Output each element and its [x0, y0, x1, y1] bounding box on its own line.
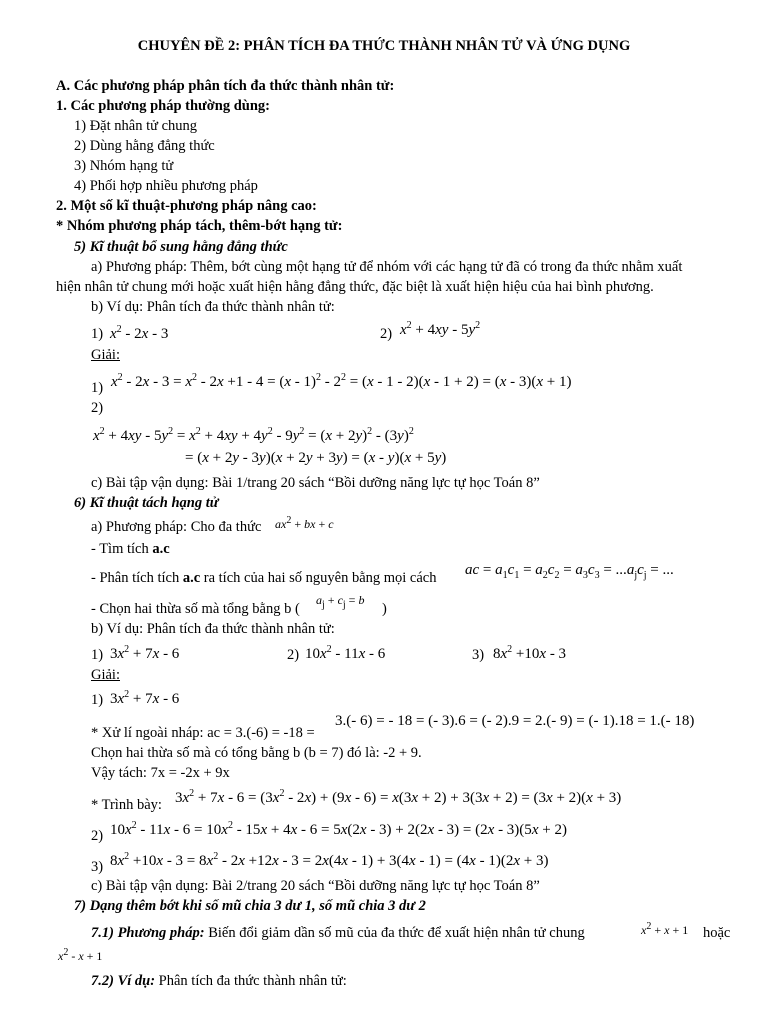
example-number: 1) — [91, 326, 104, 342]
solution-label: Giải: — [91, 347, 120, 363]
expression-6-3: $8x^2 +10x - 3$ — [493, 644, 567, 662]
expression-6-2: $10x^2 - 11x - 6$ — [305, 644, 386, 662]
or-word: hoặc — [703, 925, 731, 941]
presentation-6-1: $3x^2 + 7x - 6 = (3x^2 - 2x) + (9x - 6) = x(3x + 2) + 3(3x + 2) = (3x + 2)(x + 3)$ — [175, 788, 622, 806]
find-product: - Tìm tích a.c — [91, 541, 170, 557]
solution-5-2-line1: $x^2 + 4xy - 5y^2 = x^2 + 4xy + 4y^2 - 9y^2 = (x + 2y)^2 - (3y)^2$ — [93, 426, 414, 444]
page-title: CHUYÊN ĐỀ 2: PHÂN TÍCH ĐA THỨC THÀNH NHÂN TỬ VÀ ỨNG DỤNG — [137, 38, 631, 54]
technique-7-2-example: 7.2) Ví dụ: Phân tích đa thức thành nhân tử: — [91, 973, 347, 989]
technique-5-exercise: c) Bài tập vận dụng: Bài 1/trang 20 sách “Bồi dưỡng năng lực tự học Toán 8” — [91, 475, 540, 491]
choose-factors-close: ) — [382, 601, 387, 617]
choose-factors: - Chọn hai thừa số mà tổng bằng b ( — [91, 601, 300, 617]
method-item: 1) Đặt nhân tử chung — [74, 118, 198, 134]
sum-condition: $a_j + c_j = b$ — [316, 593, 365, 611]
draft-note: * Xử lí ngoài nháp: ac = 3.(-6) = -18 = — [91, 725, 315, 741]
common-factor-expression-2: $x^2 - x + 1$ — [58, 947, 103, 963]
solution-number: 1) — [91, 692, 104, 708]
method-item: 3) Nhóm hạng tử — [74, 158, 174, 174]
expression-5-1: $x^2 - 2x - 3$ — [110, 324, 169, 342]
section-a-heading: A. Các phương pháp phân tích đa thức thành nhân tử: — [56, 78, 395, 94]
factor-equation: ac = $a_1c_1 = a_2c_2 = a_3c_3 = ...a_jc_j$ = ... — [465, 562, 674, 581]
example-number: 2) — [287, 647, 300, 663]
technique-5-method-line2: hiện nhân tử chung mới hoặc xuất hiện hằng đẳng thức, đặc biệt là xuất hiện hiệu của hai bình phương. — [56, 279, 654, 295]
presentation-6-3: $8x^2 +10x - 3 = 8x^2 - 2x +12x - 3 = 2x(4x - 1) + 3(4x - 1) = (4x - 1)(2x + 3)$ — [110, 851, 549, 869]
technique-7-1-method: 7.1) Phương pháp: Biến đổi giảm dần số mũ của đa thức để xuất hiện nhân tử chung — [91, 925, 585, 941]
technique-6-example: b) Ví dụ: Phân tích đa thức thành nhân tử: — [91, 621, 335, 637]
solution-number: 3) — [91, 859, 104, 875]
expression-6-1-solution: $3x^2 + 7x - 6$ — [110, 689, 180, 707]
solution-number: 2) — [91, 400, 104, 416]
technique-5-method-line1: a) Phương pháp: Thêm, bớt cùng một hạng tử để nhóm với các hạng tử đã có trong đa thức nhằm xuất — [91, 259, 683, 275]
choose-pair: Chọn hai thừa số mà có tổng bằng b (b = 7) đó là: -2 + 9. — [91, 745, 422, 761]
method-item: 4) Phối hợp nhiều phương pháp — [74, 178, 258, 194]
section-1-heading: 1. Các phương pháp thường dùng: — [56, 98, 270, 114]
solution-number: 2) — [91, 828, 104, 844]
technique-6-method: a) Phương pháp: Cho đa thức — [91, 519, 262, 535]
expression-5-2: $x^2 + 4xy - 5y^2$ — [400, 320, 481, 338]
method-item: 2) Dùng hằng đẳng thức — [74, 138, 215, 154]
section-star-heading: * Nhóm phương pháp tách, thêm-bớt hạng tử: — [56, 218, 343, 234]
solution-label: Giải: — [91, 667, 120, 683]
technique-7-heading: 7) Dạng thêm bớt khi số mũ chia 3 dư 1, số mũ chia 3 dư 2 — [74, 898, 426, 914]
technique-5-example: b) Ví dụ: Phân tích đa thức thành nhân tử: — [91, 299, 335, 315]
presentation-6-2: $10x^2 - 11x - 6 = 10x^2 - 15x + 4x - 6 = 5x(2x - 3) + 2(2x - 3) = (2x - 3)(5x + 2)$ — [110, 820, 567, 838]
draft-products: 3.(- 6) = - 18 = (- 3).6 = (- 2).9 = 2.(- 9) = (- 1).18 = 1.(- 18) — [335, 713, 695, 729]
example-number: 3) — [472, 647, 485, 663]
quadratic-expression: $ax^2$ + bx + c — [275, 515, 334, 531]
solution-5-1: $x^2 - 2x - 3 = x^2 - 2x +1 - 4 = (x - 1)^2 - 2^2 = (x - 1 - 2)(x - 1 + 2) = (x - 3)(x + 1)$ — [111, 372, 572, 390]
split-term: Vậy tách: 7x = -2x + 9x — [91, 765, 230, 781]
technique-6-exercise: c) Bài tập vận dụng: Bài 2/trang 20 sách “Bồi dưỡng năng lực tự học Toán 8” — [91, 878, 540, 894]
expression-6-1: $3x^2 + 7x - 6$ — [110, 644, 180, 662]
solution-5-2-line2: = (x + 2y - 3y)(x + 2y + 3y) = (x - y)(x + 5y) — [185, 450, 447, 466]
factor-product: - Phân tích tích a.c ra tích của hai số nguyên bằng mọi cách — [91, 570, 437, 586]
presentation-label: * Trình bày: — [91, 797, 162, 813]
common-factor-expression-1: $x^2 + x + 1$ — [641, 921, 689, 937]
solution-number: 1) — [91, 380, 104, 396]
example-number: 2) — [380, 326, 393, 342]
technique-5-heading: 5) Kĩ thuật bổ sung hằng đẳng thức — [74, 239, 288, 255]
section-2-heading: 2. Một số kĩ thuật-phương pháp nâng cao: — [56, 198, 317, 214]
technique-6-heading: 6) Kĩ thuật tách hạng tử — [74, 495, 219, 511]
example-number: 1) — [91, 647, 104, 663]
